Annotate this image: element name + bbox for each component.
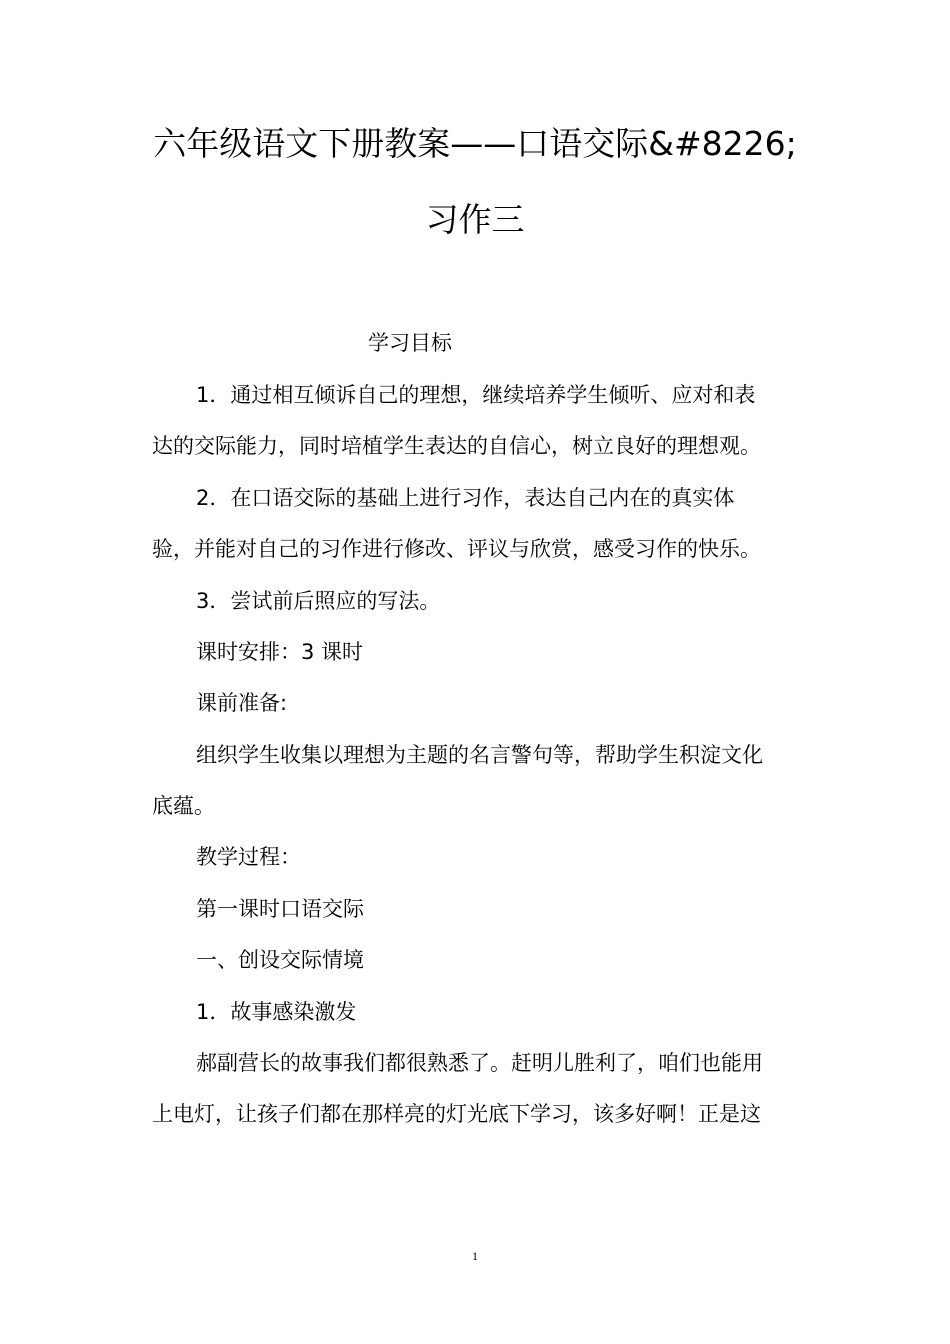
document-title-line-1: 六年级语文下册教案——口语交际&#8226; xyxy=(153,124,797,163)
page-number: 1 xyxy=(472,1249,478,1263)
part-1-heading: 一、创设交际情境 xyxy=(196,948,364,972)
prep-label: 课前准备: xyxy=(196,691,288,715)
prep-line-1: 组织学生收集以理想为主题的名言警句等，帮助学生积淀文化 xyxy=(196,743,763,767)
process-label: 教学过程： xyxy=(196,845,301,869)
step-1-heading: 1．故事感染激发 xyxy=(196,1000,357,1024)
section-heading: 学习目标 xyxy=(368,331,452,355)
objective-2-line-1: 2．在口语交际的基础上进行习作，表达自己内在的真实体 xyxy=(196,486,735,510)
schedule: 课时安排：3 课时 xyxy=(196,640,364,664)
story-line-2: 上电灯，让孩子们都在那样亮的灯光底下学习，该多好啊！正是这 xyxy=(152,1102,761,1126)
objective-3: 3．尝试前后照应的写法。 xyxy=(196,589,441,613)
objective-1-line-2: 达的交际能力，同时培植学生表达的自信心，树立良好的理想观。 xyxy=(152,434,761,458)
document-title-line-2: 习作三 xyxy=(425,200,525,239)
objective-1-line-1: 1．通过相互倾诉自己的理想，继续培养学生倾听、应对和表 xyxy=(196,383,756,407)
lesson-1-heading: 第一课时口语交际 xyxy=(196,897,364,921)
objective-2-line-2: 验，并能对自己的习作进行修改、评议与欣赏，感受习作的快乐。 xyxy=(152,537,761,561)
story-line-1: 郝副营长的故事我们都很熟悉了。赶明儿胜利了，咱们也能用 xyxy=(196,1051,763,1075)
prep-line-2: 底蕴。 xyxy=(152,794,215,818)
